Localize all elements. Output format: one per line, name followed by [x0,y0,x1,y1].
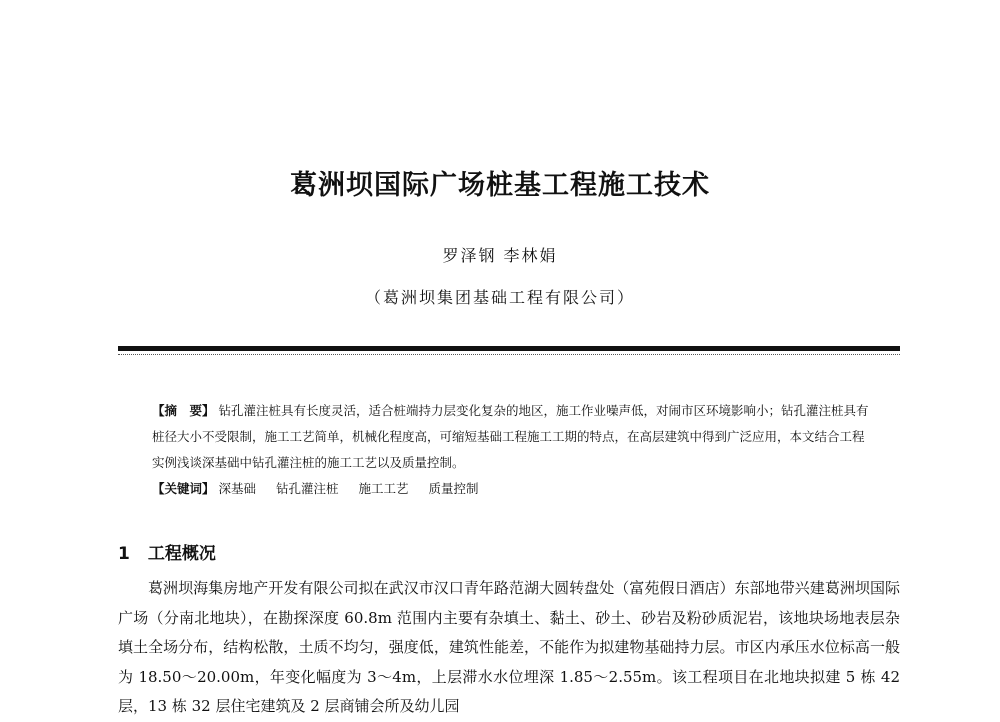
keyword-term: 质量控制 [428,481,479,496]
keyword-term: 施工工艺 [358,481,409,496]
abstract-label: 【摘 要】 [152,403,215,418]
body-text-block [118,574,900,722]
keyword-term: 钻孔灌注桩 [276,481,339,496]
paper-affiliation: （葛洲坝集团基础工程有限公司） [364,288,635,307]
header-rule-thick [118,346,900,351]
keyword-term: 深基础 [218,481,257,496]
paper-authors: 罗泽钢 李林娟 [442,246,558,265]
section-title: 工程概况 [147,544,216,564]
paper-title: 葛洲坝国际广场桩基工程施工技术 [290,170,710,201]
keywords-label: 【关键词】 [152,481,215,496]
abstract-block [152,398,874,502]
header-rule-thin [118,354,900,355]
abstract-text: 钻孔灌注桩具有长度灵活，适合桩端持力层变化复杂的地区，施工作业噪声低，对闹市区环境影响小；钻孔灌注桩具有桩径大小不受限制，施工工艺简单，机械化程度高，可缩短基础工程施工工期的特点，在高层建筑中得到广泛应用，本文结合工程实例浅谈深基础中钻孔灌注桩的施工工艺以及质量控制。 [152,403,869,470]
abstract-paragraph [152,398,874,476]
section-number: 1 [118,544,130,564]
body-paragraph: 葛洲坝海集房地产开发有限公司拟在武汉市汉口青年路范湖大圆转盘处（富苑假日酒店）东部地带兴建葛洲坝国际广场（分南北地块），在勘探深度 60.8m 范围内主要有杂填土、黏土、砂土、砂岩及粉砂质泥岩，该地块场地表层杂填土全场分布，结构松散，土质不均匀，强度低，建筑性能差，不能作为拟建物基础持力层。市区内承压水位标高一般为 18.50～20.00m，年变化幅度为 3～4m，上层滞水水位埋深 1.85～2.55m。该工程项目在北地块拟建 5 栋 42 层，13 栋 32 层住宅建筑及 2 层商铺会所及幼儿园 [118,579,900,715]
keywords-line [152,476,874,502]
section-heading [118,539,216,564]
